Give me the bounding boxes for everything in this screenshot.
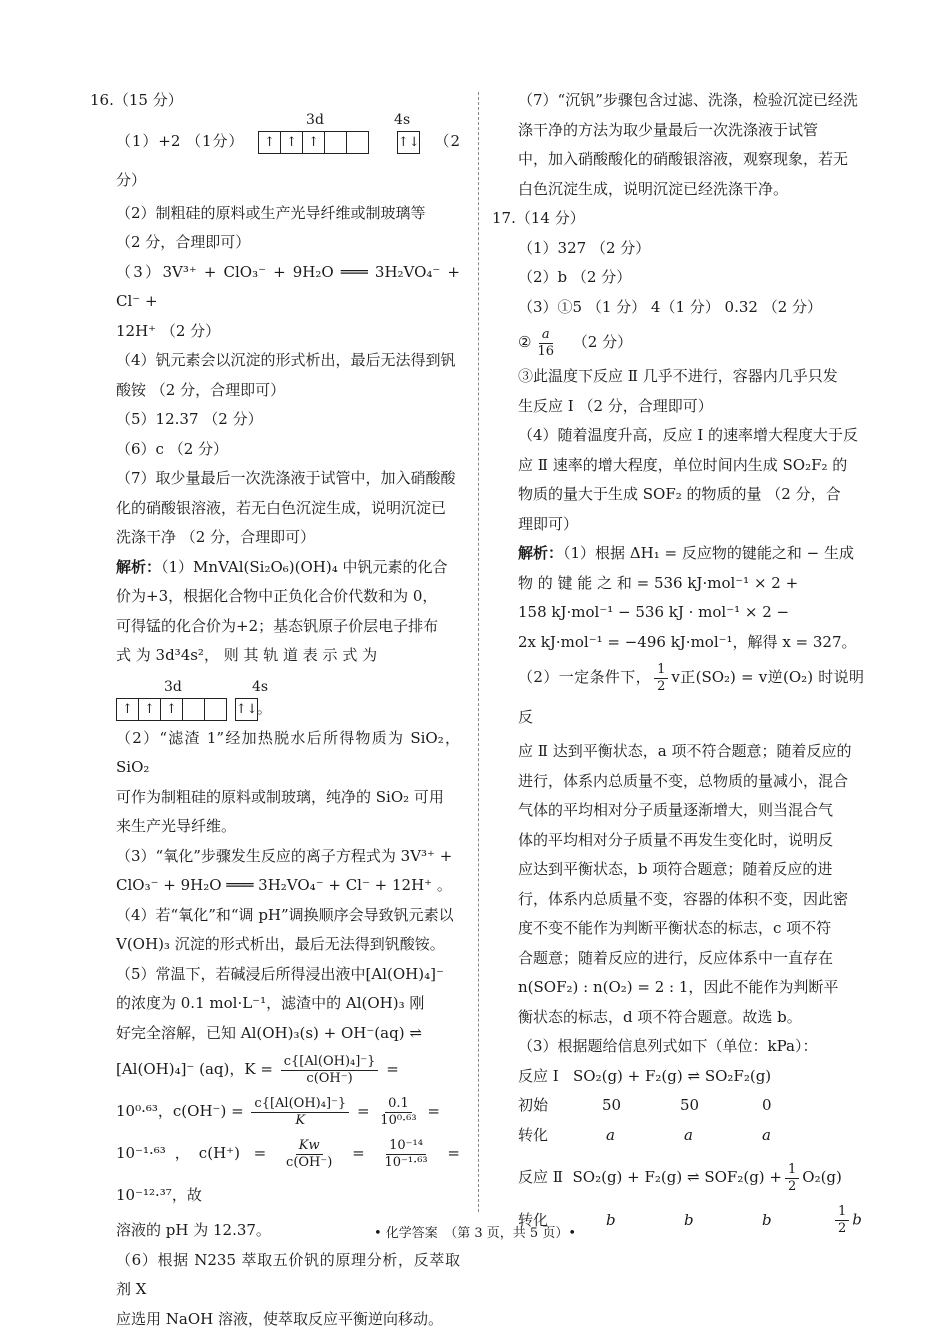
q16-explanation-3: （3）“氧化”步骤发生反应的离子方程式为 3V³⁺ + [90, 842, 460, 872]
q16-explanation-2: 来生产光导纤维。 [90, 812, 460, 842]
q17-explanation-2-intro: （2）一定条件下， $\frac{1}{2}$ v正(SO₂) = v逆(O₂) 时说明反 [492, 657, 864, 737]
q17-answer-1: （1）327 （2 分） [492, 234, 864, 264]
q16-explanation-1: 价为+3，根据化合物中正负化合价代数和为 0， [90, 582, 460, 612]
q16-explanation-3: ClO₃⁻ + 9H₂O ═══ 3H₂VO₄⁻ + Cl⁻ + 12H⁺ 。 [90, 871, 460, 901]
q17-explanation-3: （3）根据题给信息列式如下（单位：kPa）： [492, 1032, 864, 1062]
orbital-box: ↑ [302, 131, 325, 154]
q16-explanation-5-end: 溶液的 pH 为 12.37。 [90, 1216, 460, 1246]
q16-a1-prefix: （1）+2 （1分） [116, 132, 244, 150]
q16-explanation-5: （5）常温下，若碱浸后所得浸出液中[Al(OH)₄]⁻ [90, 960, 460, 990]
q16-answer-7-continued: 涤干净的方法为取少量最后一次洗涤液于试管 [492, 116, 864, 146]
q17-explanation-2: n(SOF₂) : n(O₂) = 2 : 1，因此不能作为判断平 [492, 973, 864, 1003]
q17-explanation-1: 物 的 键 能 之 和 = 536 kJ·mol⁻¹ × 2 + [492, 569, 864, 599]
orbital-box [324, 131, 347, 154]
q17-answer-3: （3）①5 （1 分） 4（1 分） 0.32 （2 分） [492, 293, 864, 323]
orbital-box [204, 698, 227, 721]
q16-answer-7-continued: 中，加入硝酸酸化的硝酸银溶液，观察现象，若无 [492, 145, 864, 175]
orbital-box: ↑ [138, 698, 161, 721]
q16-answer-5: （5）12.37 （2 分） [90, 405, 460, 435]
orbital-box [182, 698, 205, 721]
q16-explanation-6: 应选用 NaOH 溶液，使萃取反应平衡逆向移动。 [90, 1305, 460, 1334]
q17-explanation-2: 应达到平衡状态，b 项符合题意；随着反应的进 [492, 855, 864, 885]
column-divider [478, 92, 479, 1212]
q17-answer-3c: 生反应 Ⅰ （2 分，合理即可） [492, 392, 864, 422]
q16-explanation-1: 可得锰的化合价为+2；基态钒原子价层电子排布 [90, 612, 460, 642]
equilibrium-constant-line: [Al(OH)₄]⁻ (aq)，K = $\frac{\text{c\{[Al(OH)₄]⁻\}}}{c(OH^-)}$ = [90, 1048, 460, 1090]
reaction-1-initial-row: 初始 50 50 0 [518, 1091, 864, 1121]
q16-answer-1 [90, 122, 460, 199]
orbital-box: ↑ [280, 131, 303, 154]
q16-answer-7-continued: （7）“沉钒”步骤包含过滤、洗涤，检验沉淀已经洗 [492, 86, 864, 116]
q17-explanation-2: 进行，体系内总质量不变，总物质的量减小，混合 [492, 767, 864, 797]
q16-answer-7: 洗涤干净 （2 分，合理即可） [90, 523, 460, 553]
q16-answer-7: 化的硝酸银溶液，若无白色沉淀生成，说明沉淀已 [90, 494, 460, 524]
q16-a1-score: （2 分） [116, 132, 460, 189]
q16-answer-6: （6）c （2 分） [90, 435, 460, 465]
left-column [90, 86, 460, 1334]
reaction-1-label: 反应 Ⅰ [518, 1067, 559, 1085]
q16-answer-7-continued: 白色沉淀生成，说明沉淀已经洗涤干净。 [492, 175, 864, 205]
page-footer: • 化学答案 （第 3 页，共 5 页）• [0, 1222, 950, 1241]
hydrogen-concentration-line: 10⁻¹·⁶³，c(H⁺) = $\frac{Kw}{c(OH^-)}$ = $\frac{\text{10⁻¹⁴}}{\text{10⁻¹·⁶³}}$ = 10⁻¹²·³⁷，故 [90, 1132, 460, 1216]
q16-explanation-5: 好完全溶解，已知 Al(OH)₃(s) + OH⁻(aq) ⇌ [90, 1019, 460, 1049]
q17-answer-4: 物质的量大于生成 SOF₂ 的物质的量 （2 分，合 [492, 480, 864, 510]
q17-explanation-2: 衡状态的标志，d 项不符合题意。故选 b。 [492, 1003, 864, 1033]
reaction-2-equation: SO₂(g) + F₂(g) ⇌ SOF₂(g) + [573, 1168, 782, 1186]
q16-answer-3b: 12H⁺ （2 分） [90, 317, 460, 347]
right-column [492, 86, 864, 1237]
orbital-box: ↑ [160, 698, 183, 721]
explanation-label: 解析： [116, 558, 161, 576]
orbital-label-4s: 4s [394, 101, 410, 139]
q17-explanation-2: 行，体系内总质量不变，容器的体积不变，因此密 [492, 885, 864, 915]
q16-explanation-4: V(OH)₃ 沉淀的形式析出，最后无法得到钒酸铵。 [90, 930, 460, 960]
orbital-diagram-explanation: 3d 4s ↑ ↑ ↑ ↑↓。 [90, 693, 460, 724]
q16-explanation-5: 的浓度为 0.1 mol·L⁻¹，滤渣中的 Al(OH)₃ 刚 [90, 989, 460, 1019]
q16-answer-2: （2）制粗硅的原料或生产光导纤维或制玻璃等 [90, 199, 460, 229]
q17-header: 17.（14 分） [492, 204, 864, 234]
q17-answer-4: （4）随着温度升高，反应 Ⅰ 的速率增大程度大于反 [492, 421, 864, 451]
q16-answer-3: （3）3V³⁺ + ClO₃⁻ + 9H₂O ═══ 3H₂VO₄⁻ + Cl⁻ + [90, 258, 460, 317]
q17-explanation-2: 应 Ⅱ 达到平衡状态，a 项不符合题意；随着反应的 [492, 737, 864, 767]
q16-explanation-1: 式 为 3d³4s²， 则 其 轨 道 表 示 式 为 [90, 641, 460, 671]
q17-explanation-2: 体的平均相对分子质量不再发生变化时，说明反 [492, 826, 864, 856]
reaction-2-table: 反应 Ⅱ SO₂(g) + F₂(g) ⇌ SOF₂(g) + $\frac{1}{2}$ O₂(g) 转化 b b b $\frac{1}{2}$ b [492, 1156, 864, 1237]
q17-answer-4: 理即可） [492, 510, 864, 540]
orbital-box: ↑ [258, 131, 281, 154]
q17-explanation-1: 2x kJ·mol⁻¹ = −496 kJ·mol⁻¹，解得 x = 327。 [492, 628, 864, 658]
q16-explanation-2: （2）“滤渣 1”经加热脱水后所得物质为 SiO₂，SiO₂ [90, 724, 460, 783]
q16-answer-4b: 酸铵 （2 分，合理即可） [90, 376, 460, 406]
q16-answer-2b: （2 分，合理即可） [90, 228, 460, 258]
q17-answer-4: 应 Ⅱ 速率的增大程度，单位时间内生成 SO₂F₂ 的 [492, 451, 864, 481]
hydroxide-concentration-line: 10⁰·⁶³，c(OH⁻) = $\frac{\text{c\{[Al(OH)₄]⁻\}}}{K}$ = $\frac{0.1}{\text{10⁰·⁶³}}$ = [90, 1090, 460, 1132]
explanation-label: 解析： [518, 544, 563, 562]
orbital-diagram-answer [258, 123, 419, 161]
q17-answer-3c: ③此温度下反应 Ⅱ 几乎不进行，容器内几乎只发 [492, 362, 864, 392]
q16-explanation-2: 可作为制粗硅的原料或制玻璃，纯净的 SiO₂ 可用 [90, 783, 460, 813]
q17-explanation-2: 气体的平均相对分子质量逐渐增大，则当混合气 [492, 796, 864, 826]
orbital-label-3d: 3d [164, 672, 182, 702]
q17-explanation-1: 解析：（1）根据 ΔH₁ = 反应物的键能之和 − 生成 [492, 539, 864, 569]
q16-explanation-4: （4）若“氧化”和“调 pH”调换顺序会导致钒元素以 [90, 901, 460, 931]
q17-answer-3b: ② $\frac{a}{16}$ （2 分） [492, 322, 864, 362]
orbital-label-4s: 4s [252, 672, 268, 702]
q16-answer-7: （7）取少量最后一次洗涤液于试管中，加入硝酸酸 [90, 464, 460, 494]
q17-explanation-1: 158 kJ·mol⁻¹ − 536 kJ · mol⁻¹ × 2 − [492, 598, 864, 628]
orbital-box [346, 131, 369, 154]
q17-explanation-2: 合题意；随着反应的进行，反应体系中一直存在 [492, 944, 864, 974]
q16-explanation-6: （6）根据 N235 萃取五价钒的原理分析，反萃取剂 X [90, 1246, 460, 1305]
reaction-2-label: 反应 Ⅱ [518, 1168, 563, 1186]
q16-explanation-1: 解析：（1）MnVAl(Si₂O₆)(OH)₄ 中钒元素的化合 [90, 553, 460, 583]
q16-header: 16.（15 分） [90, 86, 460, 116]
q17-answer-2: （2）b （2 分） [492, 263, 864, 293]
orbital-box: ↑ [116, 698, 139, 721]
reaction-2-change-row: 转化 b b b $\frac{1}{2}$ b [518, 1204, 864, 1237]
q16-answer-4: （4）钒元素会以沉淀的形式析出，最后无法得到钒 [90, 346, 460, 376]
q17-explanation-2: 度不变不能作为判断平衡状态的标志，c 项不符 [492, 914, 864, 944]
orbital-box-4s: ↑↓ [397, 131, 420, 154]
orbital-label-3d: 3d [306, 101, 324, 139]
orbital-box-4s: ↑↓ [235, 698, 258, 721]
reaction-1-equation: SO₂(g) + F₂(g) ⇌ SO₂F₂(g) [573, 1067, 771, 1085]
reaction-1-table [492, 1062, 864, 1151]
reaction-1-change-row: 转化 a a a [518, 1121, 864, 1151]
